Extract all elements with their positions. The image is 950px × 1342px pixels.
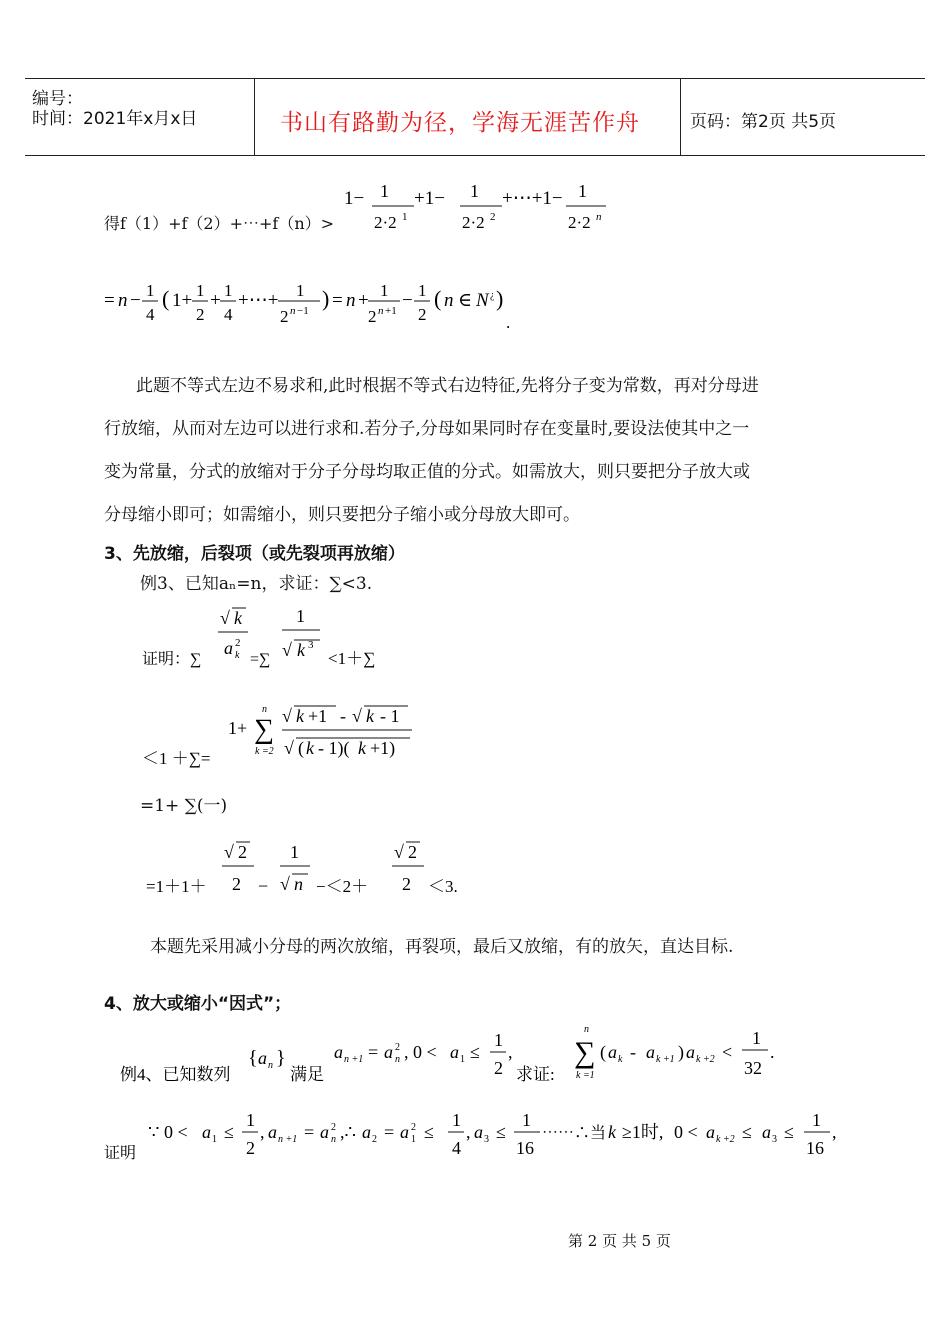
svg-text:=: = bbox=[104, 290, 115, 311]
svg-text:a: a bbox=[258, 1048, 267, 1068]
svg-text:=: = bbox=[304, 1122, 315, 1142]
svg-text:n +1: n +1 bbox=[278, 1134, 298, 1145]
svg-text:16: 16 bbox=[516, 1138, 534, 1158]
svg-text:∑: ∑ bbox=[574, 1036, 596, 1069]
svg-text:): ) bbox=[496, 286, 504, 311]
svg-text:求证:: 求证: bbox=[516, 1065, 555, 1084]
svg-text:,: , bbox=[508, 1042, 513, 1062]
svg-text:.: . bbox=[506, 313, 511, 332]
svg-text:−: − bbox=[258, 876, 269, 896]
example3-proof-step-2 bbox=[140, 698, 430, 774]
comment-line-3: 变为常量，分式的放缩对于分子分母均取正值的分式。如需放大，则只要把分子放大或 bbox=[104, 462, 750, 482]
svg-text:a: a bbox=[474, 1122, 483, 1142]
svg-text:＜1 ＋∑=: ＜1 ＋∑= bbox=[142, 749, 211, 768]
svg-text:a: a bbox=[706, 1122, 715, 1142]
svg-text:1: 1 bbox=[146, 281, 155, 300]
svg-text:16: 16 bbox=[806, 1138, 824, 1158]
svg-text:2: 2 bbox=[232, 874, 241, 894]
svg-text:+1−: +1− bbox=[414, 188, 445, 209]
svg-text:3: 3 bbox=[308, 639, 314, 651]
svg-text:−1: −1 bbox=[297, 305, 309, 317]
svg-text:k: k bbox=[366, 706, 374, 726]
svg-text:n: n bbox=[346, 290, 356, 311]
svg-text:a: a bbox=[646, 1042, 655, 1062]
svg-text:<: < bbox=[722, 1042, 733, 1062]
svg-text:−: − bbox=[130, 290, 141, 311]
svg-text:n: n bbox=[268, 1060, 273, 1071]
svg-text:1: 1 bbox=[296, 281, 305, 300]
svg-text:1+: 1+ bbox=[228, 718, 248, 738]
svg-text:2: 2 bbox=[280, 307, 289, 326]
svg-text:∵ 0 <: ∵ 0 < bbox=[148, 1122, 188, 1142]
svg-text:例4、已知数列: 例4、已知数列 bbox=[120, 1065, 231, 1084]
svg-text:1+: 1+ bbox=[172, 290, 193, 311]
svg-text:a: a bbox=[400, 1122, 409, 1142]
svg-text:√: √ bbox=[224, 842, 234, 862]
svg-text:k: k bbox=[608, 1122, 616, 1142]
svg-text:≤: ≤ bbox=[784, 1122, 794, 1142]
svg-text:n: n bbox=[262, 704, 267, 715]
svg-text:N: N bbox=[476, 290, 489, 311]
svg-text:≤: ≤ bbox=[224, 1122, 234, 1142]
svg-text:≤: ≤ bbox=[496, 1122, 506, 1142]
svg-text:+: + bbox=[358, 290, 369, 311]
sum-lower-bound-formula bbox=[342, 178, 612, 238]
svg-text:4: 4 bbox=[224, 305, 233, 324]
svg-text:2: 2 bbox=[418, 305, 427, 324]
svg-text:≤: ≤ bbox=[424, 1122, 434, 1142]
svg-text:3: 3 bbox=[772, 1134, 777, 1145]
svg-text:1: 1 bbox=[470, 181, 479, 201]
svg-text:=: = bbox=[384, 1122, 395, 1142]
svg-text:≤: ≤ bbox=[742, 1122, 752, 1142]
svg-text:k: k bbox=[297, 640, 305, 660]
svg-text:n: n bbox=[596, 211, 602, 223]
svg-text:√: √ bbox=[220, 608, 230, 628]
svg-text:,: , bbox=[832, 1122, 837, 1142]
example3-comment: 本题先采用减小分母的两次放缩，再裂项，最后又放缩，有的放矢，直达目标. bbox=[150, 937, 734, 957]
svg-text:1: 1 bbox=[494, 1030, 503, 1050]
svg-text:1: 1 bbox=[752, 1028, 761, 1048]
svg-text:=∑: =∑ bbox=[250, 651, 271, 668]
svg-text:4: 4 bbox=[146, 305, 155, 324]
svg-text:1: 1 bbox=[418, 281, 427, 300]
svg-text:a: a bbox=[608, 1042, 617, 1062]
svg-text:2: 2 bbox=[395, 1042, 400, 1053]
svg-text:n: n bbox=[294, 874, 303, 894]
svg-text:k +2: k +2 bbox=[696, 1054, 715, 1065]
svg-text:−: − bbox=[402, 290, 413, 311]
svg-text:2: 2 bbox=[411, 1122, 416, 1133]
header-divider-left bbox=[254, 78, 255, 155]
svg-text:1: 1 bbox=[212, 1134, 217, 1145]
svg-text:k +1: k +1 bbox=[656, 1054, 675, 1065]
svg-text:2·2: 2·2 bbox=[462, 213, 485, 232]
svg-text:1: 1 bbox=[246, 1110, 255, 1130]
svg-text:0 <: 0 < bbox=[674, 1122, 698, 1142]
svg-text:2: 2 bbox=[238, 842, 247, 862]
svg-text:2: 2 bbox=[408, 842, 417, 862]
inequality-prefix: 得f（1）+f（2）+⋯+f（n）> bbox=[104, 214, 335, 233]
svg-text:+1: +1 bbox=[385, 305, 397, 317]
svg-text:1: 1 bbox=[290, 842, 299, 862]
svg-text:1: 1 bbox=[196, 281, 205, 300]
svg-text:a: a bbox=[450, 1042, 459, 1062]
svg-text:,: , bbox=[260, 1122, 265, 1142]
header-top-rule bbox=[25, 78, 925, 79]
svg-text:a: a bbox=[320, 1122, 329, 1142]
svg-text:1: 1 bbox=[402, 211, 408, 223]
svg-text:k: k bbox=[618, 1054, 623, 1065]
svg-text:k: k bbox=[358, 738, 366, 758]
svg-text:¿: ¿ bbox=[490, 290, 495, 301]
svg-text:∑: ∑ bbox=[254, 714, 274, 745]
header-divider-right bbox=[680, 78, 681, 155]
svg-text:2: 2 bbox=[196, 305, 205, 324]
svg-text:, 0 <: , 0 < bbox=[404, 1042, 437, 1062]
svg-text:a: a bbox=[384, 1042, 393, 1062]
svg-text:- 1)(: - 1)( bbox=[318, 738, 350, 758]
page-footer: 第 2 页 共 5 页 bbox=[568, 1232, 671, 1250]
svg-text:1: 1 bbox=[812, 1110, 821, 1130]
svg-text:a: a bbox=[686, 1042, 695, 1062]
svg-text:2·2: 2·2 bbox=[374, 213, 397, 232]
svg-text:32: 32 bbox=[744, 1058, 762, 1078]
svg-text:(: ( bbox=[600, 1042, 606, 1062]
header-time-label: 时间：2021年x月x日 bbox=[32, 109, 198, 129]
svg-text:n +1: n +1 bbox=[344, 1054, 364, 1065]
svg-text:1−: 1− bbox=[344, 188, 365, 209]
svg-text:+1: +1 bbox=[308, 706, 328, 726]
svg-text:-: - bbox=[630, 1042, 636, 1062]
svg-text:k: k bbox=[296, 706, 304, 726]
svg-text:1: 1 bbox=[522, 1110, 531, 1130]
svg-text:<1＋∑: <1＋∑ bbox=[328, 649, 376, 668]
svg-text:n: n bbox=[118, 290, 128, 311]
section4-heading: 4、放大或缩小“因式”； bbox=[104, 994, 292, 1014]
svg-text:1: 1 bbox=[411, 1134, 416, 1145]
svg-text:-: - bbox=[340, 706, 346, 726]
svg-text:+⋯+1−: +⋯+1− bbox=[502, 188, 563, 209]
svg-text:n: n bbox=[378, 305, 384, 317]
svg-text:证明：∑: 证明：∑ bbox=[142, 651, 202, 668]
svg-text:√: √ bbox=[394, 842, 404, 862]
svg-text:a: a bbox=[202, 1122, 211, 1142]
svg-text:1: 1 bbox=[578, 181, 587, 201]
svg-text:∈: ∈ bbox=[458, 290, 473, 311]
svg-text:+: + bbox=[210, 290, 221, 311]
svg-text:a: a bbox=[762, 1122, 771, 1142]
svg-text:k =1: k =1 bbox=[576, 1070, 595, 1081]
svg-text:1: 1 bbox=[380, 281, 389, 300]
svg-text:4: 4 bbox=[452, 1138, 461, 1158]
svg-text:(: ( bbox=[434, 286, 442, 311]
svg-text:−＜2＋: −＜2＋ bbox=[316, 877, 369, 896]
svg-text:a: a bbox=[224, 638, 233, 658]
comment-line-4: 分母缩小即可；如需缩小，则只要把分子缩小或分母放大即可。 bbox=[104, 505, 580, 525]
svg-text:,: , bbox=[466, 1122, 471, 1142]
svg-text:⋯⋯∴当: ⋯⋯∴当 bbox=[542, 1125, 607, 1142]
svg-text:n: n bbox=[290, 305, 296, 317]
svg-text:n: n bbox=[444, 290, 454, 311]
svg-text:2: 2 bbox=[246, 1138, 255, 1158]
svg-text:(: ( bbox=[298, 738, 304, 758]
comment-line-1: 此题不等式左边不易求和,此时根据不等式右边特征,先将分子变为常数，再对分母进 bbox=[136, 376, 759, 396]
svg-text:2: 2 bbox=[331, 1122, 336, 1133]
svg-text:n: n bbox=[584, 1024, 589, 1035]
svg-text:{: { bbox=[248, 1047, 258, 1069]
example4-statement bbox=[118, 1018, 798, 1088]
svg-text:2: 2 bbox=[372, 1134, 377, 1145]
svg-text:(: ( bbox=[162, 286, 170, 311]
svg-text:=: = bbox=[368, 1042, 379, 1062]
svg-text:2: 2 bbox=[490, 211, 496, 223]
svg-text:1: 1 bbox=[380, 181, 389, 201]
svg-text:√: √ bbox=[284, 738, 294, 758]
svg-text:+1): +1) bbox=[370, 738, 396, 758]
svg-text:1: 1 bbox=[296, 606, 305, 626]
svg-text:+⋯+: +⋯+ bbox=[238, 290, 279, 311]
svg-text:=: = bbox=[332, 290, 343, 311]
svg-text:k: k bbox=[235, 650, 240, 661]
example4-proof bbox=[100, 1098, 860, 1164]
svg-text:n: n bbox=[395, 1054, 400, 1065]
svg-text:=1＋1＋: =1＋1＋ bbox=[146, 877, 207, 896]
svg-text:k: k bbox=[234, 608, 242, 628]
svg-text:2: 2 bbox=[368, 307, 377, 326]
sum-closed-form-formula bbox=[100, 276, 520, 334]
svg-text:2: 2 bbox=[235, 637, 241, 649]
svg-text:≥1时,: ≥1时, bbox=[622, 1122, 664, 1142]
header-bottom-rule bbox=[25, 155, 925, 156]
svg-text:.: . bbox=[770, 1042, 775, 1062]
svg-text:k: k bbox=[306, 738, 314, 758]
svg-text:,∴: ,∴ bbox=[340, 1122, 356, 1142]
svg-text:√: √ bbox=[280, 874, 290, 894]
svg-text:1: 1 bbox=[452, 1110, 461, 1130]
svg-text:): ) bbox=[322, 286, 330, 311]
svg-text:a: a bbox=[334, 1042, 343, 1062]
header-number-label: 编号： bbox=[32, 89, 83, 109]
example3-proof-step-4 bbox=[140, 836, 480, 900]
svg-text:2: 2 bbox=[402, 874, 411, 894]
svg-text:＜3.: ＜3. bbox=[428, 877, 458, 896]
svg-text:2·2: 2·2 bbox=[568, 213, 591, 232]
svg-text:√: √ bbox=[282, 706, 292, 726]
svg-text:≤: ≤ bbox=[470, 1042, 480, 1062]
svg-text:证明: 证明 bbox=[104, 1145, 137, 1162]
example3-proof-step-1 bbox=[140, 600, 410, 672]
header-motto: 书山有路勤为径，学海无涯苦作舟 bbox=[280, 110, 640, 136]
svg-text:k =2: k =2 bbox=[255, 746, 274, 757]
svg-text:a: a bbox=[362, 1122, 371, 1142]
header-page-label: 页码：第2页 共5页 bbox=[690, 112, 837, 132]
svg-text:√: √ bbox=[352, 706, 362, 726]
example3-proof-step-3: =1+ ∑(一) bbox=[140, 796, 228, 816]
svg-text:满足: 满足 bbox=[290, 1065, 324, 1084]
svg-text:3: 3 bbox=[484, 1134, 489, 1145]
example3-statement: 例3、已知aₙ=n，求证：∑<3. bbox=[140, 574, 373, 594]
svg-text:a: a bbox=[268, 1122, 277, 1142]
svg-text:}: } bbox=[276, 1047, 286, 1069]
svg-text:2: 2 bbox=[494, 1058, 503, 1078]
svg-text:√: √ bbox=[282, 640, 292, 660]
svg-text:k +2: k +2 bbox=[716, 1134, 735, 1145]
svg-text:n: n bbox=[331, 1134, 336, 1145]
svg-text:1: 1 bbox=[224, 281, 233, 300]
comment-line-2: 行放缩，从而对左边可以进行求和.若分子,分母如果同时存在变量时,要设法使其中之一 bbox=[104, 419, 750, 439]
section3-heading: 3、先放缩，后裂项（或先裂项再放缩） bbox=[104, 544, 405, 564]
svg-text:- 1: - 1 bbox=[380, 706, 400, 726]
svg-text:): ) bbox=[678, 1042, 684, 1062]
svg-text:1: 1 bbox=[460, 1054, 465, 1065]
